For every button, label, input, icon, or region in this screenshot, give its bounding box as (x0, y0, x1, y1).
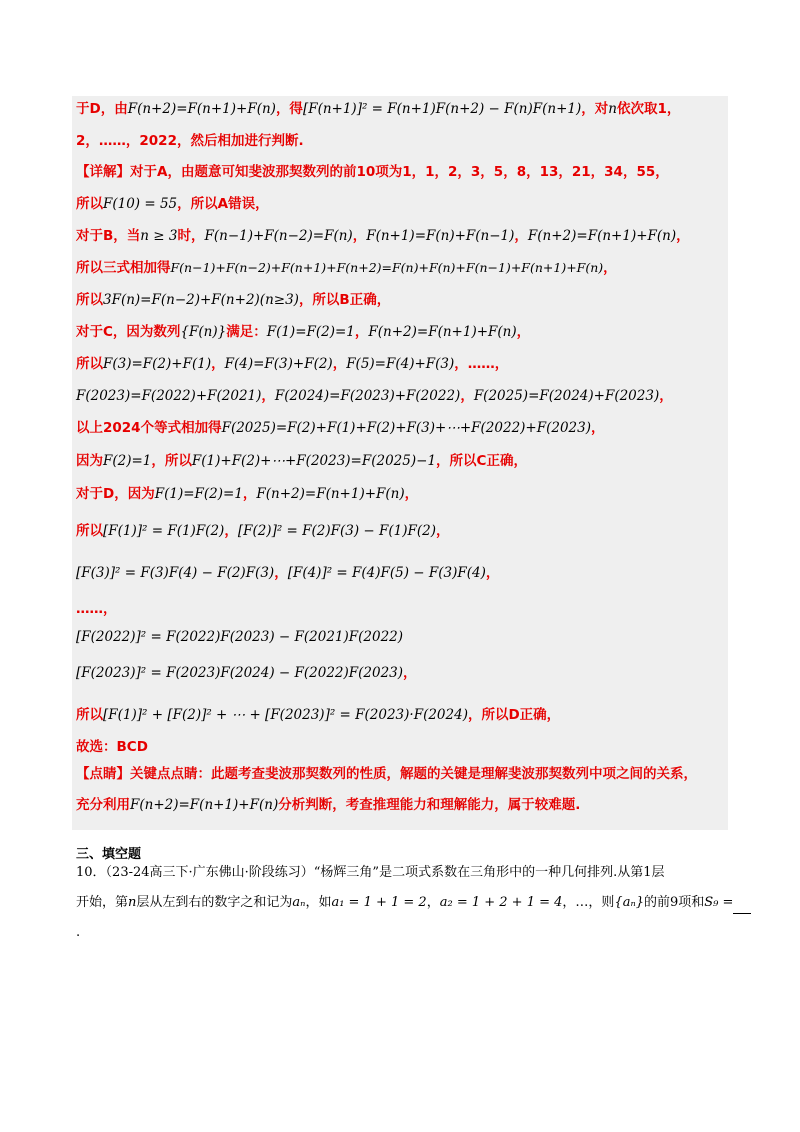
question-line-2: 开始，第n层从左到右的数字之和记为aₙ，如a₁ = 1 + 1 = 2，a₂ = 1 + 2 + 1 = 4，…，则{aₙ}的前9项和S₉ = (76, 892, 751, 914)
solution-line-15: [F(3)]² = F(3)F(4) − F(2)F(3)，[F(4)]² = F(4)F(5) − F(3)F(4)， (76, 565, 500, 581)
solution-line-18: [F(2023)]² = F(2023)F(2024) − F(2022)F(2023)， (76, 665, 417, 681)
solution-line-12: 因为F(2)=1，所以F(1)+F(2)+⋯+F(2023)=F(2025)−1，所以C正确， (76, 453, 527, 469)
question-line-3: . (76, 925, 81, 940)
solution-line-17: [F(2022)]² = F(2022)F(2023) − F(2021)F(2022) (76, 629, 404, 645)
solution-line-4: 所以F(10) = 55，所以A错误， (76, 196, 269, 212)
solution-line-11: 以上2024个等式相加得F(2025)=F(2)+F(1)+F(2)+F(3)+⋯+F(2022)+F(2023)， (76, 420, 605, 436)
section-heading: 三、填空题 (76, 847, 142, 862)
question-line-1: 10．（23-24高三下·广东佛山·阶段练习）“杨辉三角”是二项式系数在三角形中的一种几何排列.从第1层 (76, 865, 665, 880)
solution-line-19: 所以[F(1)]² + [F(2)]² + ⋯ + [F(2023)]² = F(2023)·F(2024)，所以D正确， (76, 707, 561, 723)
solution-line-16: ……， (76, 601, 117, 617)
solution-line-6: 所以三式相加得F(n−1)+F(n−2)+F(n+1)+F(n+2)=F(n)+F(n)+F(n−1)+F(n+1)+F(n)， (76, 260, 617, 276)
solution-line-8: 对于C，因为数列{F(n)}满足：F(1)=F(2)=1，F(n+2)=F(n+1)+F(n)， (76, 324, 531, 340)
solution-line-9: 所以F(3)=F(2)+F(1)，F(4)=F(3)+F(2)，F(5)=F(4)+F(3)，……， (76, 356, 509, 372)
remark-line-1: 【点睛】关键点点睛：此题考查斐波那契数列的性质，解题的关键是理解斐波那契数列中项之间的关系， (76, 766, 697, 782)
solution-line-1: 于D，由F(n+2)=F(n+1)+F(n)，得[F(n+1)]² = F(n+1)F(n+2) − F(n)F(n+1)，对n依次取1， (76, 101, 681, 117)
answer-blank[interactable] (733, 899, 751, 914)
detail-heading-line: 【详解】对于A，由题意可知斐波那契数列的前10项为1，1，2，3，5，8，13，21，34，55， (76, 164, 669, 180)
solution-line-13: 对于D，因为F(1)=F(2)=1，F(n+2)=F(n+1)+F(n)， (76, 486, 419, 502)
solution-line-7: 所以3F(n)=F(n−2)+F(n+2)(n≥3)，所以B正确， (76, 292, 391, 308)
solution-line-5: 对于B，当n ≥ 3时，F(n−1)+F(n−2)=F(n)，F(n+1)=F(n)+F(n−1)，F(n+2)=F(n+1)+F(n)， (76, 228, 690, 244)
solution-line-2: 2，……，2022，然后相加进行判断. (76, 133, 304, 149)
remark-line-2: 充分利用F(n+2)=F(n+1)+F(n)分析判断，考查推理能力和理解能力，属于较难题. (76, 797, 581, 813)
solution-line-14: 所以[F(1)]² = F(1)F(2)，[F(2)]² = F(2)F(3) − F(1)F(2)， (76, 523, 450, 539)
solution-line-10: F(2023)=F(2022)+F(2021)，F(2024)=F(2023)+F(2022)，F(2025)=F(2024)+F(2023)， (76, 388, 673, 404)
answer-line: 故选：BCD (76, 739, 148, 755)
